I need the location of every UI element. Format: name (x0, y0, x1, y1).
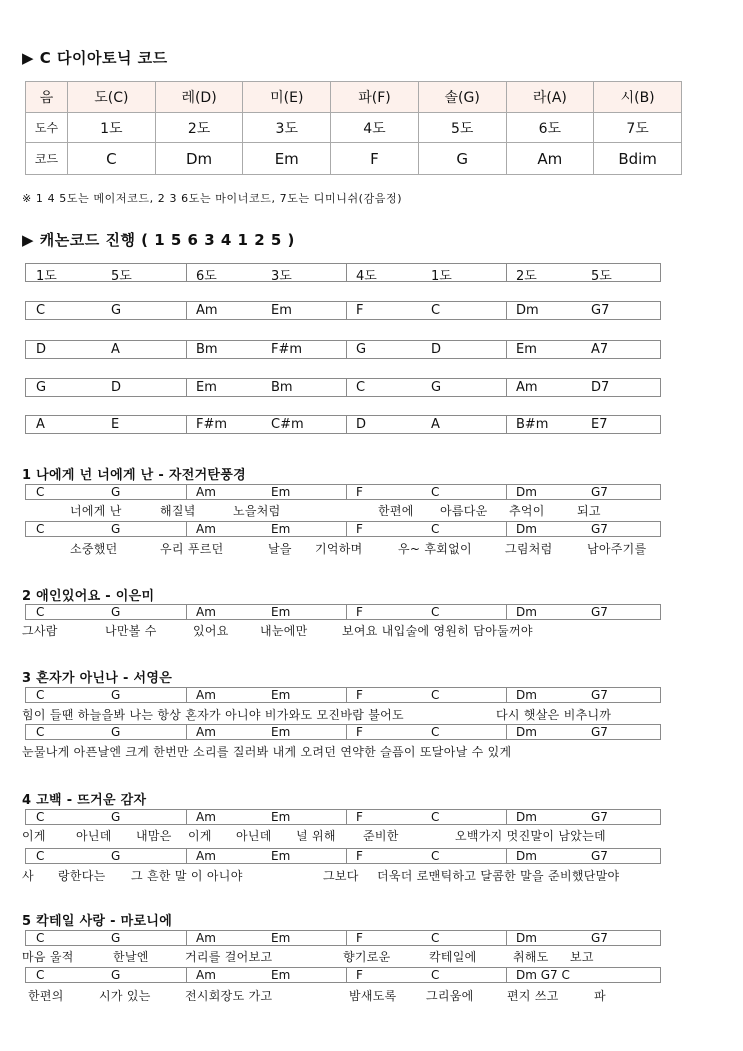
measure-cell (346, 302, 506, 319)
lyric-text: 추억이 (509, 504, 545, 518)
chord-label: G (431, 380, 442, 395)
chord-label: Dm G7 C (516, 968, 570, 982)
section-title-diatonic: ▶ C 다이아토닉 코드 (22, 49, 168, 67)
chord-label: C (431, 688, 440, 702)
lyric-text: 아닌데 (76, 829, 112, 843)
chord-label: G7 (591, 725, 608, 739)
measure-cell (26, 968, 186, 982)
chord-label: A (36, 417, 45, 432)
chord-label: Dm (516, 931, 537, 945)
chord-label: Am (196, 931, 216, 945)
lyric-text: 남아주기를 (587, 542, 647, 556)
measure-cell (26, 849, 186, 863)
section-title-canon: ▶ 캐논코드 진행 ( 1 5 6 3 4 1 2 5 ) (22, 231, 295, 249)
lyric-text: 해질녘 (160, 504, 196, 518)
measure-cell (346, 341, 506, 358)
chord-bar (25, 724, 661, 740)
chord-label: C#m (271, 417, 304, 432)
table-cell: Dm (155, 143, 243, 175)
chord-label: C (431, 810, 440, 824)
chord-label: Am (196, 303, 218, 318)
chord-label: Am (516, 380, 538, 395)
chord-label: C (36, 725, 45, 739)
table-cell: G (418, 143, 506, 175)
chord-label: Dm (516, 485, 537, 499)
chord-label: F (356, 522, 363, 536)
table-cell: 도(C) (68, 82, 156, 113)
chord-label: C (36, 605, 45, 619)
lyric-text: 보여요 내입술에 영원히 담아둘꺼야 (342, 624, 533, 638)
chord-label: G (111, 849, 121, 863)
table-cell: 미(E) (243, 82, 331, 113)
lyric-text: 그사람 (22, 624, 58, 638)
lyric-text: 한편에 (378, 504, 414, 518)
chord-label: G (111, 303, 122, 318)
chord-label: Dm (516, 303, 539, 318)
chord-label: Em (271, 485, 291, 499)
table-cell: 레(D) (155, 82, 243, 113)
measure-cell (26, 485, 186, 499)
chord-label: C (36, 688, 45, 702)
chord-label: Am (196, 485, 216, 499)
chord-label: C (431, 725, 440, 739)
chord-bar (25, 521, 661, 537)
table-cell: 솔(G) (418, 82, 506, 113)
lyric-text: 파 (594, 989, 606, 1003)
chord-bar (25, 263, 661, 282)
measure-cell (346, 810, 506, 824)
song-title: 1 나에게 넌 너에게 난 - 자전거탄풍경 (22, 468, 247, 483)
lyric-text: 랑한다는 (58, 869, 106, 883)
chord-bar (25, 301, 661, 320)
chord-label: 5도 (591, 269, 612, 284)
table-cell: Em (243, 143, 331, 175)
song-title: 5 칵테일 사랑 - 마로니에 (22, 914, 173, 929)
measure-cell (346, 416, 506, 433)
chord-label: G (111, 485, 121, 499)
chord-label: Bm (196, 342, 218, 357)
chord-label: D (356, 417, 367, 432)
lyric-text: 눈물나게 아픈날엔 크게 한번만 소리를 질러봐 내게 오려던 연약한 슬픔이 또달아날 수 있게 (22, 745, 512, 759)
lyric-text: 노을처럼 (233, 504, 281, 518)
chord-label: A (431, 417, 440, 432)
chord-label: F (356, 485, 363, 499)
table-cell: 6도 (506, 113, 594, 143)
chord-label: F#m (196, 417, 228, 432)
chord-label: F (356, 303, 364, 318)
song-title: 2 애인있어요 - 이은미 (22, 589, 155, 604)
lyric-text: 그림처럼 (505, 542, 553, 556)
lyric-text: 시가 있는 (99, 989, 151, 1003)
chord-label: Em (271, 725, 291, 739)
lyric-text: 우~ 후회없이 (398, 542, 472, 556)
chord-label: 5도 (111, 269, 132, 284)
lyric-text: 그보다 (323, 869, 359, 883)
chord-label: G7 (591, 688, 608, 702)
measure-cell (26, 522, 186, 536)
lyric-text: 있어요 (193, 624, 229, 638)
chord-label: Am (196, 849, 216, 863)
lyric-text: 사 (22, 869, 34, 883)
chord-bar (25, 484, 661, 500)
chord-label: C (36, 485, 45, 499)
lyric-text: 힘이 들땐 하늘을봐 나는 항상 혼자가 아니야 비가와도 모진바람 불어도 (22, 708, 404, 722)
chord-label: G (111, 931, 121, 945)
lyric-text: 편지 쓰고 (507, 989, 559, 1003)
lyric-text: 나만볼 수 (105, 624, 157, 638)
table-row (26, 82, 682, 113)
measure-cell (346, 849, 506, 863)
chord-label: E (111, 417, 120, 432)
chord-label: F (356, 725, 363, 739)
chord-label: 2도 (516, 269, 537, 284)
chord-label: Em (271, 688, 291, 702)
chord-label: C (36, 968, 45, 982)
measure-cell (26, 725, 186, 739)
chord-label: Dm (516, 605, 537, 619)
measure-cell (346, 968, 506, 982)
table-row (26, 143, 682, 175)
chord-label: A (111, 342, 120, 357)
table-cell: 라(A) (506, 82, 594, 113)
diatonic-chord-table (25, 81, 682, 175)
chord-label: F (356, 849, 363, 863)
chord-label: C (431, 968, 440, 982)
measure-cell (26, 810, 186, 824)
lyric-text: 아닌데 (236, 829, 272, 843)
lyric-text: 내맘은 (136, 829, 172, 843)
lyric-text: 향기로운 (343, 950, 391, 964)
lyric-text: 다시 햇살은 비추니까 (496, 708, 612, 722)
lyric-text: 전시회장도 가고 (185, 989, 273, 1003)
lyric-text: 보고 (570, 950, 594, 964)
measure-cell (346, 522, 506, 536)
chord-label: E7 (591, 417, 608, 432)
chord-label: G (111, 725, 121, 739)
table-cell: Bdim (594, 143, 682, 175)
chord-label: C (431, 605, 440, 619)
chord-bar (25, 687, 661, 703)
measure-cell (346, 688, 506, 702)
chord-bar (25, 378, 661, 397)
lyric-text: 한편의 (28, 989, 64, 1003)
chord-label: C (36, 810, 45, 824)
chord-label: G (36, 380, 47, 395)
table-cell: 5도 (418, 113, 506, 143)
table-cell: 파(F) (331, 82, 419, 113)
lyric-text: 마음 울적 (22, 950, 74, 964)
chord-label: Dm (516, 810, 537, 824)
measure-cell (26, 341, 186, 358)
chord-label: Em (516, 342, 537, 357)
table-cell: 1도 (68, 113, 156, 143)
chord-label: G7 (591, 485, 608, 499)
chord-label: C (356, 380, 366, 395)
measure-cell (26, 688, 186, 702)
chord-label: Dm (516, 688, 537, 702)
table-cell: F (331, 143, 419, 175)
chord-label: C (36, 303, 46, 318)
table-cell: Am (506, 143, 594, 175)
chord-label: Am (196, 688, 216, 702)
chord-bar (25, 604, 661, 620)
measure-cell (26, 931, 186, 945)
chord-label: G7 (591, 303, 610, 318)
table-cell: 2도 (155, 113, 243, 143)
chord-label: G7 (591, 849, 608, 863)
table-cell: 3도 (243, 113, 331, 143)
measure-cell (346, 725, 506, 739)
chord-bar (25, 967, 661, 983)
lyric-text: 기억하며 (315, 542, 363, 556)
song-title: 4 고백 - 뜨거운 감자 (22, 793, 147, 808)
lyric-text: 한날엔 (113, 950, 149, 964)
lyric-text: 너에게 난 (70, 504, 122, 518)
chord-label: G (356, 342, 367, 357)
table-cell: 코드 (26, 143, 68, 175)
chord-label: D (431, 342, 442, 357)
chord-label: F (356, 605, 363, 619)
chord-label: G (111, 522, 121, 536)
lyric-text: 날을 (268, 542, 292, 556)
lyric-text: 거리를 걸어보고 (185, 950, 273, 964)
lyric-text: 소중했던 (70, 542, 118, 556)
chord-label: C (36, 931, 45, 945)
chord-label: 4도 (356, 269, 377, 284)
measure-cell (26, 605, 186, 619)
chord-label: G7 (591, 522, 608, 536)
lyric-text: 이게 (22, 829, 46, 843)
lyric-text: 밤새도록 (349, 989, 397, 1003)
chord-label: Am (196, 968, 216, 982)
chord-label: Em (271, 968, 291, 982)
chord-label: F (356, 688, 363, 702)
chord-label: G7 (591, 810, 608, 824)
chord-label: F#m (271, 342, 303, 357)
chord-label: Dm (516, 849, 537, 863)
chord-label: C (36, 522, 45, 536)
chord-label: A7 (591, 342, 609, 357)
chord-label: C (431, 303, 441, 318)
chord-label: G (111, 688, 121, 702)
lyric-text: 우리 푸르던 (160, 542, 224, 556)
chord-label: 6도 (196, 269, 217, 284)
chord-label: 1도 (36, 269, 57, 284)
chord-label: Em (271, 931, 291, 945)
lyric-text: 그 흔한 말 이 아니야 (131, 869, 243, 883)
lyric-text: 취해도 (513, 950, 549, 964)
table-cell: 시(B) (594, 82, 682, 113)
table-cell: 7도 (594, 113, 682, 143)
chord-label: D (111, 380, 122, 395)
chord-label: C (431, 849, 440, 863)
lyric-text: 이게 (188, 829, 212, 843)
chord-label: G (111, 968, 121, 982)
chord-label: D7 (591, 380, 610, 395)
measure-cell (346, 485, 506, 499)
play-arrow-icon: ▶ (22, 49, 35, 67)
chord-label: Em (271, 605, 291, 619)
chord-quality-note: ※ 1 4 5도는 메이저코드, 2 3 6도는 마이너코드, 7도는 디미니쉬(감음정) (22, 192, 403, 205)
chord-label: D (36, 342, 47, 357)
measure-cell (26, 302, 186, 319)
lyric-text: 아름다운 (440, 504, 488, 518)
lyric-text: 널 위해 (296, 829, 336, 843)
table-cell: C (68, 143, 156, 175)
chord-label: Dm (516, 725, 537, 739)
chord-label: 3도 (271, 269, 292, 284)
measure-cell (26, 379, 186, 396)
chord-label: C (431, 522, 440, 536)
chord-label: Em (271, 849, 291, 863)
chord-bar (25, 340, 661, 359)
chord-label: Em (271, 810, 291, 824)
chord-label: C (431, 931, 440, 945)
chord-label: 1도 (431, 269, 452, 284)
chord-label: F (356, 931, 363, 945)
chord-label: G (111, 810, 121, 824)
lyric-text: 칵테일에 (429, 950, 477, 964)
measure-cell (26, 416, 186, 433)
lyric-text: 더욱더 로맨틱하고 달콤한 말을 준비했단말야 (377, 869, 620, 883)
chord-label: F (356, 968, 363, 982)
chord-label: Am (196, 522, 216, 536)
chord-label: Bm (271, 380, 293, 395)
measure-cell (346, 379, 506, 396)
chord-label: F (356, 810, 363, 824)
table-cell: 4도 (331, 113, 419, 143)
table-row (26, 113, 682, 143)
table-cell: 도수 (26, 113, 68, 143)
chord-label: Em (271, 303, 292, 318)
play-arrow-icon: ▶ (22, 231, 35, 249)
lyric-text: 내눈에만 (260, 624, 308, 638)
chord-bar (25, 809, 661, 825)
chord-label: B#m (516, 417, 549, 432)
chord-label: Am (196, 605, 216, 619)
lyric-text: 그리움에 (426, 989, 474, 1003)
lyric-text: 되고 (577, 504, 601, 518)
chord-label: G7 (591, 605, 608, 619)
chord-bar (25, 415, 661, 434)
chord-label: Am (196, 810, 216, 824)
measure-cell (346, 931, 506, 945)
chord-bar (25, 848, 661, 864)
chord-label: Em (196, 380, 217, 395)
measure-cell (346, 605, 506, 619)
song-title: 3 혼자가 아닌나 - 서영은 (22, 671, 173, 686)
chord-label: G (111, 605, 121, 619)
chord-label: Am (196, 725, 216, 739)
chord-label: Em (271, 522, 291, 536)
lyric-text: 오백가지 멋진말이 남았는데 (455, 829, 606, 843)
lyric-text: 준비한 (363, 829, 399, 843)
chord-label: C (36, 849, 45, 863)
chord-label: G7 (591, 931, 608, 945)
chord-label: Dm (516, 522, 537, 536)
chord-label: C (431, 485, 440, 499)
table-cell: 음 (26, 82, 68, 113)
chord-bar (25, 930, 661, 946)
